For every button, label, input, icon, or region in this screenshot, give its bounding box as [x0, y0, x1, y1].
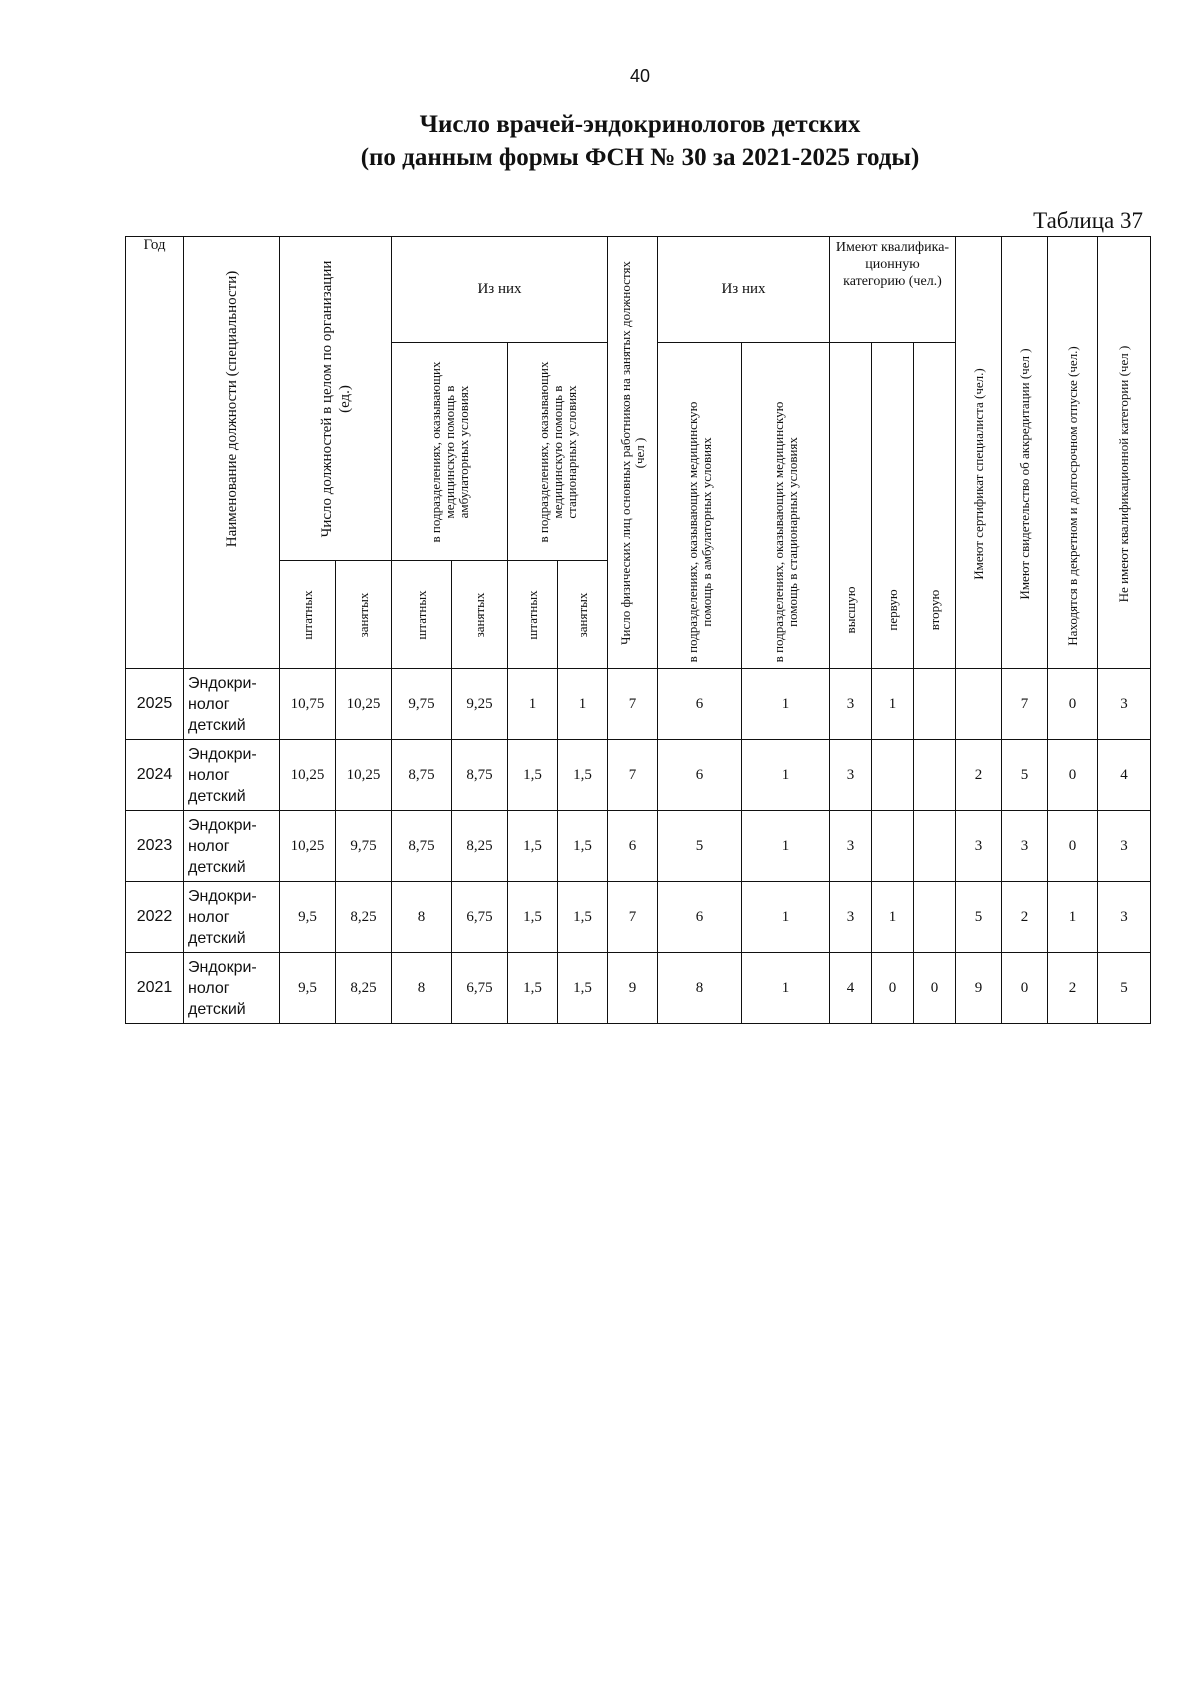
cell-value: 10,25 — [280, 811, 336, 882]
header-certificate — [956, 237, 1002, 669]
cell-value: 1 — [742, 882, 830, 953]
position-name-line: нолог — [188, 979, 230, 997]
header-year — [126, 237, 184, 669]
header-accreditation-text: Имеют свидетельство об аккредитации (чел ) — [1016, 348, 1032, 600]
cell-value: 1,5 — [508, 811, 558, 882]
cell-year: 2022 — [126, 882, 184, 953]
header-accreditation — [1002, 237, 1048, 669]
cell-value: 1,5 — [558, 882, 608, 953]
cell-value: 10,25 — [336, 740, 392, 811]
cell-value — [914, 740, 956, 811]
cell-value: 3 — [1002, 811, 1048, 882]
table-row — [126, 740, 1151, 811]
position-name-line: детский — [188, 858, 246, 876]
header-stationary — [508, 343, 608, 561]
cell-value: 6 — [608, 811, 658, 882]
cell-value: 0 — [1002, 953, 1048, 1024]
cell-value: 9,5 — [280, 953, 336, 1024]
position-name-line: детский — [188, 1000, 246, 1018]
header-first-text: первую — [884, 588, 900, 631]
cell-value: 6 — [658, 669, 742, 740]
cell-value: 1 — [872, 669, 914, 740]
table-row — [126, 669, 1151, 740]
cell-value: 9,75 — [336, 811, 392, 882]
header-occupied-3 — [558, 561, 608, 669]
header-name — [184, 237, 280, 669]
header-leave-text: Находятся в декретном и долгосрочном отпуске (чел.) — [1064, 345, 1080, 646]
position-name-line: детский — [188, 929, 246, 947]
document-title — [0, 108, 1200, 174]
cell-value: 6,75 — [452, 953, 508, 1024]
header-certificate-text: Имеют сертификат специалиста (чел.) — [970, 368, 986, 580]
position-name-line: нолог — [188, 766, 230, 784]
header-occupied-1-text: занятых — [355, 592, 371, 637]
title-line-2: (по данным формы ФСН № 30 за 2021-2025 годы) — [360, 144, 920, 171]
cell-value: 8,75 — [452, 740, 508, 811]
header-stationary-text: в подразделениях, оказывающих медицинскую помощь в стационарных условиях — [535, 361, 579, 542]
position-name-line: Эндокри- — [188, 958, 257, 976]
cell-value: 9,25 — [452, 669, 508, 740]
header-of-them-1 — [392, 237, 608, 343]
header-pers-stationary — [742, 343, 830, 669]
cell-value: 8,25 — [336, 953, 392, 1024]
cell-value: 7 — [608, 882, 658, 953]
cell-value: 9 — [608, 953, 658, 1024]
table-row — [126, 882, 1151, 953]
cell-value: 3 — [830, 811, 872, 882]
header-staff-1 — [280, 561, 336, 669]
table-label: Таблица 37 — [1033, 208, 1143, 233]
cell-value: 2 — [956, 740, 1002, 811]
cell-value: 1 — [1048, 882, 1098, 953]
cell-value: 8 — [392, 953, 452, 1024]
cell-value: 10,75 — [280, 669, 336, 740]
cell-value: 3 — [1098, 811, 1151, 882]
table-row — [126, 953, 1151, 1024]
position-name-line: детский — [188, 787, 246, 805]
cell-value: 4 — [830, 953, 872, 1024]
cell-value: 7 — [608, 740, 658, 811]
cell-value: 9 — [956, 953, 1002, 1024]
cell-value: 1,5 — [508, 882, 558, 953]
cell-value: 0 — [914, 953, 956, 1024]
cell-value: 1,5 — [508, 953, 558, 1024]
cell-value: 1 — [742, 953, 830, 1024]
table-body — [126, 669, 1151, 1024]
header-positions-text: Число должностей в целом по организации (ед.) — [318, 260, 353, 537]
header-staff-3 — [508, 561, 558, 669]
header-qualification — [830, 237, 956, 343]
header-highest — [830, 343, 872, 669]
cell-value: 9,5 — [280, 882, 336, 953]
header-ambulatory-text: в подразделениях, оказывающих медицинскую помощь в амбулаторных условиях — [427, 361, 471, 542]
cell-value: 1 — [872, 882, 914, 953]
table-row — [126, 811, 1151, 882]
cell-value — [914, 811, 956, 882]
header-physical-persons — [608, 237, 658, 669]
cell-value: 3 — [1098, 669, 1151, 740]
cell-value: 6,75 — [452, 882, 508, 953]
cell-value: 7 — [1002, 669, 1048, 740]
cell-value: 8 — [392, 882, 452, 953]
cell-value: 5 — [658, 811, 742, 882]
header-second — [914, 343, 956, 669]
header-pers-ambulatory — [658, 343, 742, 669]
cell-value: 8,75 — [392, 811, 452, 882]
cell-year: 2024 — [126, 740, 184, 811]
cell-value: 1 — [558, 669, 608, 740]
header-staff-2-text: штатных — [413, 589, 429, 640]
position-name-line: нолог — [188, 695, 230, 713]
cell-value: 8,25 — [452, 811, 508, 882]
header-of-them-2-text: Из них — [721, 281, 766, 297]
cell-value: 1,5 — [508, 740, 558, 811]
header-staff-2 — [392, 561, 452, 669]
header-occupied-1 — [336, 561, 392, 669]
header-pers-stationary-text: в подразделениях, оказывающих медицинскую помощь в стационарных условиях — [770, 401, 800, 662]
cell-value: 9,75 — [392, 669, 452, 740]
cell-value — [872, 811, 914, 882]
cell-position-name — [184, 882, 280, 953]
cell-value: 3 — [956, 811, 1002, 882]
header-staff-1-text: штатных — [299, 589, 315, 640]
header-no-category — [1098, 237, 1151, 669]
header-name-text: Наименование должности (специальности) — [223, 271, 240, 548]
cell-value: 0 — [1048, 740, 1098, 811]
header-pers-ambulatory-text: в подразделениях, оказывающих медицинскую помощь в амбулаторных условиях — [684, 401, 714, 662]
cell-value — [914, 669, 956, 740]
header-staff-3-text: штатных — [524, 589, 540, 640]
header-of-them-1-text: Из них — [477, 281, 522, 297]
cell-value: 3 — [830, 669, 872, 740]
position-name-line: Эндокри- — [188, 745, 257, 763]
cell-value: 0 — [872, 953, 914, 1024]
cell-year: 2025 — [126, 669, 184, 740]
cell-year: 2023 — [126, 811, 184, 882]
cell-value: 5 — [1098, 953, 1151, 1024]
cell-value: 3 — [830, 740, 872, 811]
cell-value: 10,25 — [280, 740, 336, 811]
cell-value: 2 — [1048, 953, 1098, 1024]
cell-position-name — [184, 811, 280, 882]
header-positions — [280, 237, 392, 561]
cell-value: 1 — [508, 669, 558, 740]
cell-value: 1,5 — [558, 953, 608, 1024]
header-physical-persons-text: Число физических лиц основных работников на занятых должностях (чел ) — [617, 260, 647, 645]
cell-value: 7 — [608, 669, 658, 740]
cell-value: 0 — [1048, 669, 1098, 740]
cell-value: 1,5 — [558, 740, 608, 811]
cell-value: 2 — [1002, 882, 1048, 953]
position-name-line: Эндокри- — [188, 674, 257, 692]
cell-value: 0 — [1048, 811, 1098, 882]
header-of-them-2 — [658, 237, 830, 343]
cell-value — [956, 669, 1002, 740]
cell-value — [914, 882, 956, 953]
cell-value: 1 — [742, 811, 830, 882]
position-name-line: нолог — [188, 908, 230, 926]
cell-value: 1 — [742, 669, 830, 740]
header-qualification-text: Имеют квалифика-ционную категорию (чел.) — [835, 240, 950, 289]
cell-position-name — [184, 740, 280, 811]
header-ambulatory — [392, 343, 508, 561]
header-leave — [1048, 237, 1098, 669]
cell-year: 2021 — [126, 953, 184, 1024]
position-name-line: детский — [188, 716, 246, 734]
cell-value: 8,25 — [336, 882, 392, 953]
cell-value: 1 — [742, 740, 830, 811]
position-name-line: нолог — [188, 837, 230, 855]
cell-position-name — [184, 953, 280, 1024]
cell-value: 8,75 — [392, 740, 452, 811]
cell-value: 10,25 — [336, 669, 392, 740]
header-first — [872, 343, 914, 669]
cell-value: 6 — [658, 882, 742, 953]
cell-value: 1,5 — [558, 811, 608, 882]
header-year-text: Год — [143, 237, 166, 253]
header-second-text: вторую — [926, 589, 942, 630]
header-no-category-text: Не имеют квалификационной категории (чел ) — [1116, 345, 1131, 603]
position-name-line: Эндокри- — [188, 887, 257, 905]
cell-position-name — [184, 669, 280, 740]
header-occupied-3-text: занятых — [574, 592, 590, 637]
cell-value: 8 — [658, 953, 742, 1024]
cell-value: 4 — [1098, 740, 1151, 811]
cell-value: 5 — [956, 882, 1002, 953]
cell-value — [872, 740, 914, 811]
staffing-table — [125, 236, 1151, 1024]
cell-value: 3 — [830, 882, 872, 953]
cell-value: 3 — [1098, 882, 1151, 953]
cell-value: 5 — [1002, 740, 1048, 811]
header-highest-text: высшую — [842, 586, 858, 633]
position-name-line: Эндокри- — [188, 816, 257, 834]
header-occupied-2-text: занятых — [471, 592, 487, 637]
header-occupied-2 — [452, 561, 508, 669]
cell-value: 6 — [658, 740, 742, 811]
page-number: 40 — [629, 66, 651, 86]
title-line-1: Число врачей-эндокринологов детских — [419, 111, 861, 138]
